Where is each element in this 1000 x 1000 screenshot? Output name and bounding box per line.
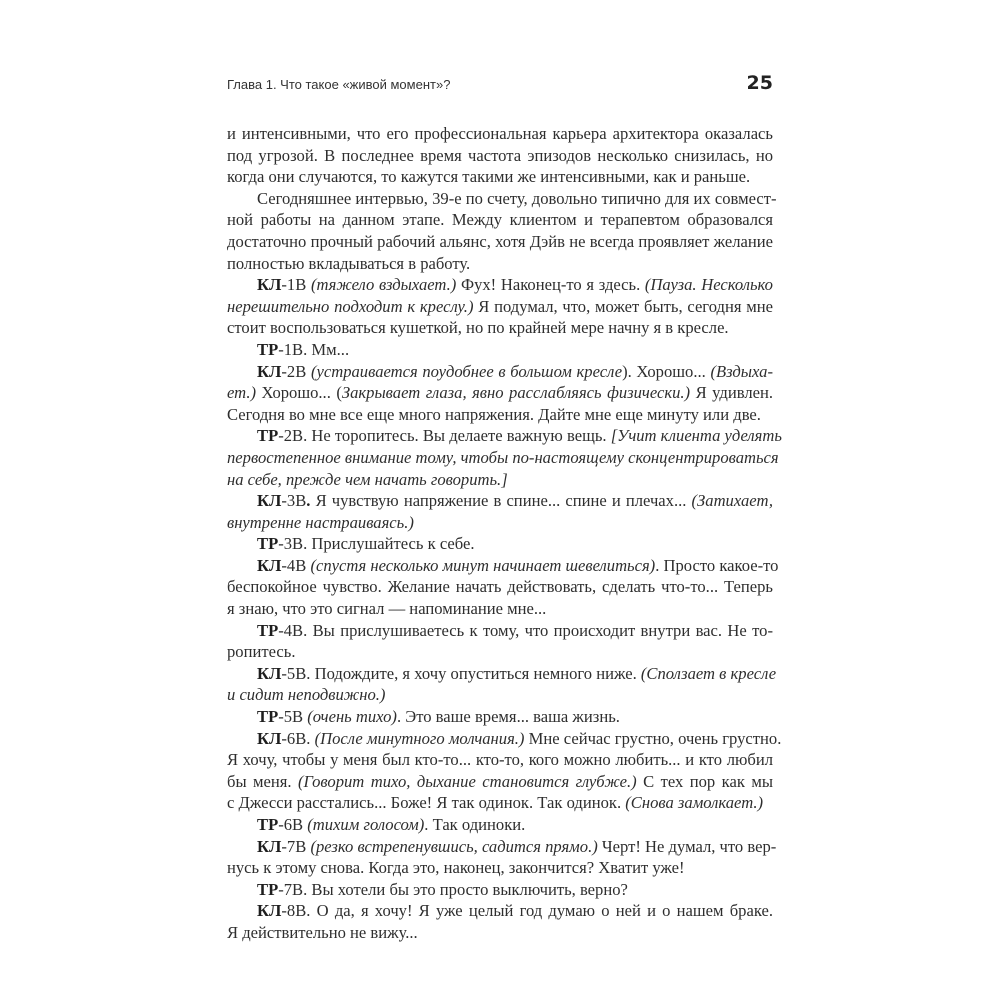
stage-direction: первостепенное внимание тому, чтобы по-настоящему сконцентрироваться <box>227 447 779 467</box>
stage-direction: внутренне настраиваясь.) <box>227 512 414 532</box>
stage-direction: (резко встрепенувшись, садится прямо.) <box>310 836 598 856</box>
speaker-label: КЛ <box>257 361 282 381</box>
text-segment: . Так одиноки. <box>424 815 526 834</box>
speaker-label: КЛ <box>257 275 282 295</box>
paragraph <box>227 900 773 943</box>
speaker-label: КЛ <box>257 491 282 511</box>
stage-direction: (очень тихо) <box>307 707 397 727</box>
paragraph <box>227 836 777 879</box>
text-segment: -3В. Прислушайтесь к себе. <box>278 534 475 554</box>
text-line <box>227 922 773 944</box>
text-line <box>227 641 773 663</box>
text-line <box>227 706 773 728</box>
text-line <box>227 166 773 188</box>
paragraph <box>227 339 773 361</box>
text-segment: я знаю, что это сигнал — напоминание мне... <box>227 599 547 619</box>
page-number: 25 <box>746 72 773 94</box>
text-segment: -7В. Вы хотели бы это просто выключить, верно? <box>278 879 628 899</box>
stage-direction: [Учит клиента уделять <box>610 426 782 446</box>
text-line <box>227 447 779 469</box>
text-segment: под угрозой. В последнее время частота эпизодов несколько снизилась, но <box>227 145 773 165</box>
speaker-label: . <box>306 491 311 511</box>
text-line <box>227 339 773 361</box>
speaker-label: ТР <box>257 707 279 727</box>
text-segment: беспокойное чувство. Желание начать действовать, сделать что-то... Теперь <box>227 577 773 597</box>
stage-direction: (Говорит тихо, дыхание становится глубже.) <box>298 771 637 791</box>
text-segment: и интенсивными, что его профессиональная карьера архитектора оказалась <box>227 124 773 143</box>
text-segment: Я подумал, что, может быть, сегодня мне <box>473 296 773 316</box>
text-segment: Сегодняшнее интервью, 39-е по счету, довольно типично для их совмест- <box>257 188 777 208</box>
text-segment: -1В. Мм... <box>278 339 350 359</box>
page-header <box>227 72 773 96</box>
text-line <box>227 836 777 858</box>
text-segment: Мне сейчас грустно, очень грустно. <box>524 728 782 748</box>
text-segment: полностью вкладываться в работу. <box>227 253 471 273</box>
speaker-label: КЛ <box>257 555 282 575</box>
stage-direction: (Вздыха- <box>710 361 773 381</box>
stage-direction: (После минутного молчания.) <box>314 728 525 748</box>
text-segment: -5В. Подождите, я хочу опуститься немного ниже. <box>281 663 641 683</box>
text-line <box>227 317 773 339</box>
page-body <box>227 123 782 944</box>
speaker-label: ТР <box>257 620 279 640</box>
text-segment: . Просто какое-то <box>655 555 779 575</box>
stage-direction: Закрывает глаза, явно расслабляясь физически.) <box>341 383 691 403</box>
text-segment: с Джесси расстались... Боже! Я так одинок. Так одинок. <box>227 793 626 813</box>
paragraph <box>227 620 773 663</box>
speaker-label: ТР <box>257 339 279 359</box>
stage-direction: и сидит неподвижно.) <box>227 685 386 705</box>
text-line <box>227 576 773 598</box>
speaker-label: ТР <box>257 534 279 554</box>
stage-direction: (тяжело вздыхает.) <box>310 275 457 295</box>
speaker-label: ТР <box>257 815 279 834</box>
stage-direction: (Затихает, <box>691 491 773 511</box>
stage-direction: на себе, прежде чем начать говорить.] <box>227 469 508 489</box>
text-segment: стоит воспользоваться кушеткой, но по крайней мере начну я в кресле. <box>227 318 729 338</box>
speaker-label: КЛ <box>257 901 282 921</box>
paragraph <box>227 879 773 901</box>
paragraph <box>227 274 773 339</box>
text-line <box>227 620 773 642</box>
text-segment: -5В <box>278 707 308 727</box>
text-segment: ропитесь. <box>227 642 296 662</box>
text-line <box>227 598 773 620</box>
text-segment: -4В. Вы прислушиваетесь к тому, что происходит внутри вас. Не то- <box>278 620 773 640</box>
stage-direction: (Сползает в кресле <box>640 663 777 683</box>
text-line <box>227 814 773 836</box>
text-line <box>227 382 773 404</box>
text-line <box>227 490 773 512</box>
text-segment: Сегодня во мне все еще много напряжения. Дайте мне еще минуту или две. <box>227 404 761 424</box>
text-line <box>227 469 773 491</box>
text-segment: -4В <box>281 555 311 575</box>
text-line <box>227 145 773 167</box>
paragraph <box>227 555 779 620</box>
stage-direction: (спустя несколько минут начинает шевелиться) <box>310 555 656 575</box>
text-segment: Я действительно не вижу... <box>227 922 418 942</box>
speaker-label: ТР <box>257 879 279 899</box>
text-line <box>227 253 773 275</box>
text-segment: Хорошо... ( <box>256 383 342 403</box>
text-line <box>227 274 773 296</box>
text-segment: -6В. <box>281 728 315 748</box>
text-segment: С тех пор как мы <box>636 771 773 791</box>
paragraph <box>227 533 773 555</box>
text-line <box>227 425 782 447</box>
text-line <box>227 728 782 750</box>
paragraph <box>227 188 777 274</box>
paragraph <box>227 814 773 836</box>
text-segment: бы меня. <box>227 771 299 791</box>
text-segment: Черт! Не думал, что вер- <box>597 836 777 856</box>
paragraph <box>227 663 777 706</box>
paragraph <box>227 706 773 728</box>
stage-direction: (Снова замолкает.) <box>625 793 764 813</box>
paragraph <box>227 123 773 188</box>
running-head: Глава 1. Что такое «живой момент»? <box>227 77 451 92</box>
text-line <box>227 879 773 901</box>
text-segment: достаточно прочный рабочий альянс, хотя Дэйв не всегда проявляет желание <box>227 231 773 251</box>
text-segment: -2В. Не торопитесь. Вы делаете важную вещь. <box>278 426 611 446</box>
stage-direction: (устраивается поудобнее в большом кресле <box>310 361 623 381</box>
stage-direction: (тихим голосом) <box>307 815 425 834</box>
text-line <box>227 231 773 253</box>
text-segment: -7В <box>281 836 311 856</box>
text-segment: -3В <box>281 491 307 511</box>
paragraph <box>227 728 782 814</box>
text-segment: Я хочу, чтобы у меня был кто-то... кто-то, кого можно любить... и кто любил <box>227 750 773 770</box>
speaker-label: КЛ <box>257 663 282 683</box>
text-line <box>227 296 773 318</box>
text-segment: -2В <box>281 361 311 381</box>
text-line <box>227 533 773 555</box>
paragraph <box>227 425 782 490</box>
speaker-label: КЛ <box>257 836 282 856</box>
paragraph <box>227 490 773 533</box>
stage-direction: (Пауза. Несколько <box>644 275 773 295</box>
speaker-label: ТР <box>257 426 279 446</box>
text-segment: ). Хорошо... <box>622 361 711 381</box>
text-line <box>227 749 773 771</box>
paragraph <box>227 361 773 426</box>
text-line <box>227 123 773 145</box>
text-line <box>227 555 779 577</box>
text-segment: . Это ваше время... ваша жизнь. <box>396 707 620 727</box>
text-line <box>227 361 773 383</box>
text-segment: Фух! Наконец-то я здесь. <box>456 275 645 295</box>
text-line <box>227 188 777 210</box>
speaker-label: КЛ <box>257 728 282 748</box>
text-segment: Я удивлен. <box>690 383 774 403</box>
text-line <box>227 404 773 426</box>
text-segment: -1В <box>281 275 311 295</box>
text-line <box>227 857 773 879</box>
text-line <box>227 512 773 534</box>
text-line <box>227 771 773 793</box>
text-segment: ной работы на данном этапе. Между клиентом и терапевтом образовался <box>227 210 773 230</box>
text-segment: -8В. О да, я хочу! Я уже целый год думаю о ней и о нашем браке. <box>281 901 773 921</box>
text-line <box>227 900 773 922</box>
text-line <box>227 663 777 685</box>
stage-direction: нерешительно подходит к креслу.) <box>227 296 474 316</box>
text-line <box>227 684 773 706</box>
text-line <box>227 792 773 814</box>
stage-direction: ет.) <box>227 383 257 403</box>
text-segment: -6В <box>278 815 308 834</box>
text-line <box>227 209 773 231</box>
text-segment: когда они случаются, то кажутся такими же интенсивными, как и раньше. <box>227 167 751 187</box>
text-segment: нусь к этому снова. Когда это, наконец, закончится? Хватит уже! <box>227 858 685 878</box>
text-segment: Я чувствую напряжение в спине... спине и плечах... <box>310 491 692 511</box>
